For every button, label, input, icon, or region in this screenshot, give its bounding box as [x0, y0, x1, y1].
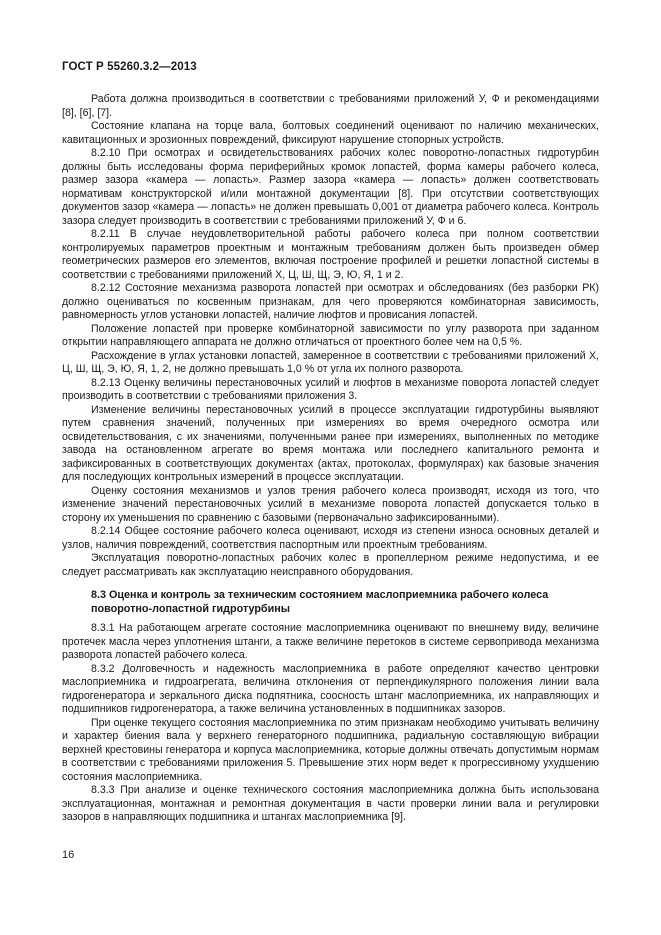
paragraph: 8.2.12 Состояние механизма разворота лопастей при осмотрах и обследованиях (без разборки РК) должно оцениваться по косвенным признакам, для чего проверяются комбинаторная зависимость, равномерность углов установки лопастей, наличие люфтов и провисания лопастей.	[62, 282, 599, 321]
standard-header: ГОСТ Р 55260.3.2—2013	[62, 61, 197, 73]
section-heading: 8.3 Оценка и контроль за техническим состоянием маслоприемника рабочего колеса поворотно-лопастной гидротурбины	[91, 589, 549, 615]
paragraph: При оценке текущего состояния маслоприемника по этим признакам необходимо учитывать величину и характер биения вала у верхнего генераторного подшипника, радиальную составляющую вибрации верхней крестовины генератора и корпуса маслоприемника, которые должны отвечать допустимым нормам в соответствии с требованиями приложения 5. Превышение этих норм ведет к прогрессивному ухудшению состояния маслоприемника.	[62, 716, 599, 783]
paragraph: 8.2.10 При осмотрах и освидетельствованиях рабочих колес поворотно-лопастных гидротурбин должны быть исследованы форма периферийных кромок лопастей, форма камеры рабочего колеса, размер зазора «камера — лопасть». Размер зазора «камера — лопасть» должен соответствовать нормативам конструкторской и/или монтажной документации [8]. При отсутствии соответствующих документов зазор «камера — лопасть» не должен превышать 0,001 от диаметра рабочего колеса. Контроль зазора следует производить в соответствии с требованиями приложений У, Ф и 6.	[62, 147, 599, 227]
document-body	[62, 93, 599, 825]
paragraph: 8.3.3 При анализе и оценке технического состояния маслоприемника должна быть использована эксплуатационная, монтажная и ремонтная документация в части проверки линии вала и регулировки зазоров в направляющих подшипника и штангах маслоприемника [9].	[62, 784, 599, 823]
paragraph: Изменение величины перестановочных усилий в процессе эксплуатации гидротурбины выявляют путем сравнения значений, полученных при измерениях во время очередного осмотра или освидетельствования, с их значениями, полученными ранее при измерениях, выполненных по методике завода на остановленном агрегате во время монтажа или последнего капитального ремонта и зафиксированных в соответствующих документах (актах, протоколах, формулярах) как базовые значения для последующих контрольных измерений в процессе эксплуатации.	[62, 403, 599, 483]
paragraph: 8.2.13 Оценку величины перестановочных усилий и люфтов в механизме поворота лопастей следует производить в соответствии с требованиями приложения 3.	[62, 376, 599, 402]
paragraph: Работа должна производиться в соответствии с требованиями приложений У, Ф и рекомендациями [8], [6], [7].	[62, 93, 599, 119]
paragraph: 8.3.2 Долговечность и надежность маслоприемника в работе определяют качество центровки маслоприемника и гидроагрегата, величина отклонения от перпендикулярного положения линии вала гидрогенератора и зеркального диска подпятника, соосность штанг маслоприемника, их направляющих и подшипников гидрогенератора, а также величина установленных в подшипниках зазоров.	[62, 662, 599, 715]
paragraph: Эксплуатация поворотно-лопастных рабочих колес в пропеллерном режиме недопустима, и ее следует рассматривать как эксплуатацию неисправного оборудования.	[62, 552, 599, 578]
paragraph: Состояние клапана на торце вала, болтовых соединений оценивают по наличию механических, кавитационных и эрозионных повреждений, фиксируют нарушение стопорных устройств.	[62, 120, 599, 146]
paragraph: 8.2.11 В случае неудовлетворительной работы рабочего колеса при полном соответствии контролируемых параметров проектным и монтажным требованиям должен быть произведен обмер геометрических размеров его элементов, включая построение профилей и решетки лопастной системы в соответствии с требованиями приложений Х, Ц, Ш, Щ, Э, Ю, Я, 1 и 2.	[62, 228, 599, 281]
paragraph: 8.2.14 Общее состояние рабочего колеса оценивают, исходя из степени износа основных деталей и узлов, наличия повреждений, соответствия паспортным или проектным требованиям.	[62, 525, 599, 551]
paragraph-group-top	[62, 93, 599, 579]
paragraph: 8.3.1 На работающем агрегате состояние маслоприемника оценивают по внешнему виду, величине протечек масла через уплотнения штанги, а также величине перетоков в системе сервопривода механизма разворота лопастей рабочего колеса.	[62, 622, 599, 661]
paragraph: Расхождение в углах установки лопастей, замеренное в соответствии с требованиями приложений Х, Ц, Ш, Щ, Э, Ю, Я, 1, 2, не должно превышать 1,0 % от угла их полного разворота.	[62, 349, 599, 375]
paragraph-group-bottom	[62, 622, 599, 825]
paragraph: Оценку состояния механизмов и узлов трения рабочего колеса производят, исходя из того, что изменение значений перестановочных усилий в механизме поворота лопастей допускается только в сторону их уменьшения по сравнению с базовыми (первоначально зафиксированными).	[62, 484, 599, 524]
paragraph: Положение лопастей при проверке комбинаторной зависимости по углу разворота при заданном открытии направляющего аппарата не должно отличаться от проектного более чем на 0,5 %.	[62, 322, 599, 348]
page-number: 16	[62, 849, 75, 861]
